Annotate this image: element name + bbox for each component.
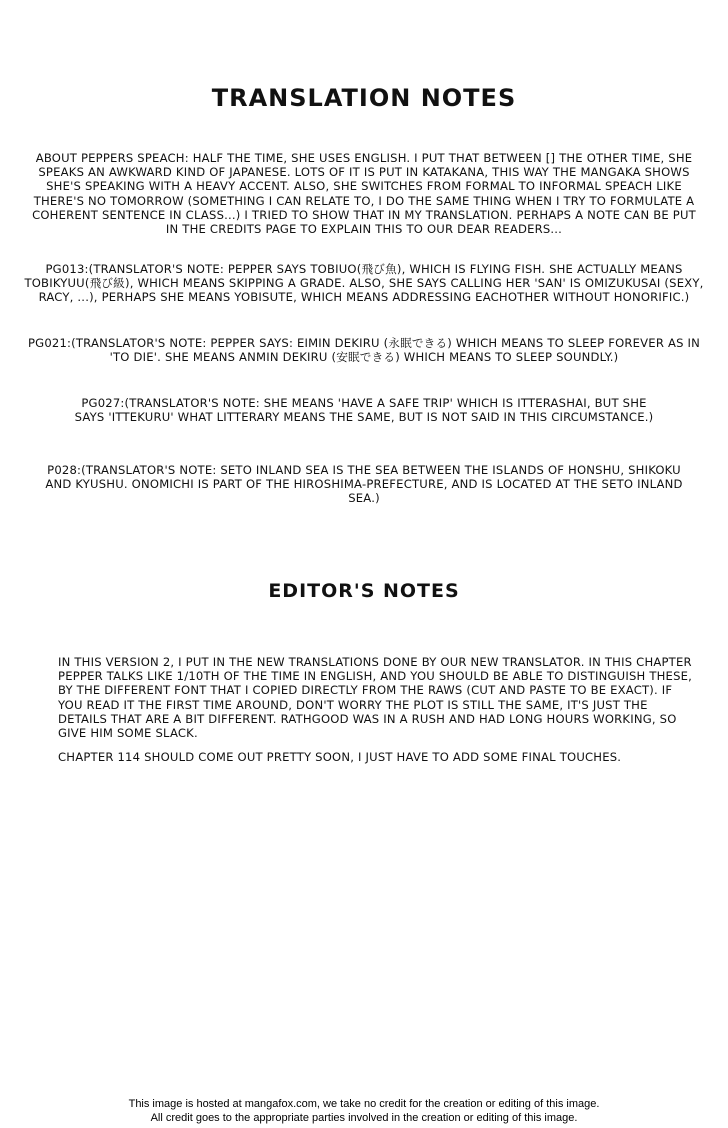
translation-note-p028: P028:(TRANSLATOR'S NOTE: SETO INLAND SEA IS THE SEA BETWEEN THE ISLANDS OF HONSHU, SHIKOKU AND KYUSHU. ONOMICHI IS PART OF THE HIROSHIMA-PREFECTURE, AND IS LOCATED AT THE SETO INLAND SEA.) [45,463,683,506]
editor-note-next-chapter: CHAPTER 114 SHOULD COME OUT PRETTY SOON, I JUST HAVE TO ADD SOME FINAL TOUCHES. [58,750,622,764]
translation-note-speech: ABOUT PEPPERS SPEACH: HALF THE TIME, SHE USES ENGLISH. I PUT THAT BETWEEN [] THE OTHER TIME, SHE SPEAKS AN AWKWARD KIND OF JAPANESE. LOTS OF IT IS PUT IN KATAKANA, THIS WAY THE MANGAKA SHOWS SHE'S SPEAKING WITH A HEAVY ACCENT. ALSO, SHE SWITCHES FROM FORMAL TO INFORMAL SPEACH LIKE THERE'S NO TOMORROW (SOMETHING I CAN RELATE TO, I DO THE SAME THING WHEN I TRY TO FORMULATE A COHERENT SENTENCE IN CLASS...) I TRIED TO SHOW THAT IN MY TRANSLATION. PERHAPS A NOTE CAN BE PUT IN THE CREDITS PAGE TO EXPLAIN THIS TO OUR DEAR READERS... [32,151,696,237]
translation-note-pg021: PG021:(TRANSLATOR'S NOTE: PEPPER SAYS: EIMIN DEKIRU (永眠できる) WHICH MEANS TO SLEEP FOREVER AS IN 'TO DIE'. SHE MEANS ANMIN DEKIRU (安眠できる) WHICH MEANS TO SLEEP SOUNDLY.) [27,336,701,365]
editor-note-version: IN THIS VERSION 2, I PUT IN THE NEW TRANSLATIONS DONE BY OUR NEW TRANSLATOR. IN THIS CHAPTER PEPPER TALKS LIKE 1/10TH OF THE TIME IN ENGLISH, AND YOU SHOULD BE ABLE TO DISTINGUISH THESE, BY THE DIFFERENT FONT THAT I COPIED DIRECTLY FROM THE RAWS (CUT AND PASTE TO BE EXACT). IF YOU READ IT THE FIRST TIME AROUND, DON'T WORRY THE PLOT IS STILL THE SAME, IT'S JUST THE DETAILS THAT ARE A BIT DIFFERENT. RATHGOOD WAS IN A RUSH AND HAD LONG HOURS WORKING, SO GIVE HIM SOME SLACK. [58,655,693,741]
hosting-credit-line-2: All credit goes to the appropriate parties involved in the creation or editing of this image. [150,1112,578,1124]
hosting-credit-line-1: This image is hosted at mangafox.com, we take no credit for the creation or editing of this image. [128,1098,600,1110]
translation-note-pg013: PG013:(TRANSLATOR'S NOTE: PEPPER SAYS TOBIUO(飛び魚), WHICH IS FLYING FISH. SHE ACTUALLY MEANS TOBIKYUU(飛び級), WHICH MEANS SKIPPING A GRADE. ALSO, SHE SAYS CALLING HER 'SAN' IS OMIZUKUSAI (SEXY, RACY, ...), PERHAPS SHE MEANS YOBISUTE, WHICH MEANS ADDRESSING EACHOTHER WITHOUT HONORIFIC.) [24,262,704,305]
translation-notes-title: TRANSLATION NOTES [211,84,517,112]
editor-notes-title: EDITOR'S NOTES [268,580,460,602]
translation-note-pg027: PG027:(TRANSLATOR'S NOTE: SHE MEANS 'HAVE A SAFE TRIP' WHICH IS ITTERASHAI, BUT SHE SAYS 'ITTEKURU' WHAT LITTERARY MEANS THE SAME, BUT IS NOT SAID IN THIS CIRCUMSTANCE.) [74,396,654,425]
